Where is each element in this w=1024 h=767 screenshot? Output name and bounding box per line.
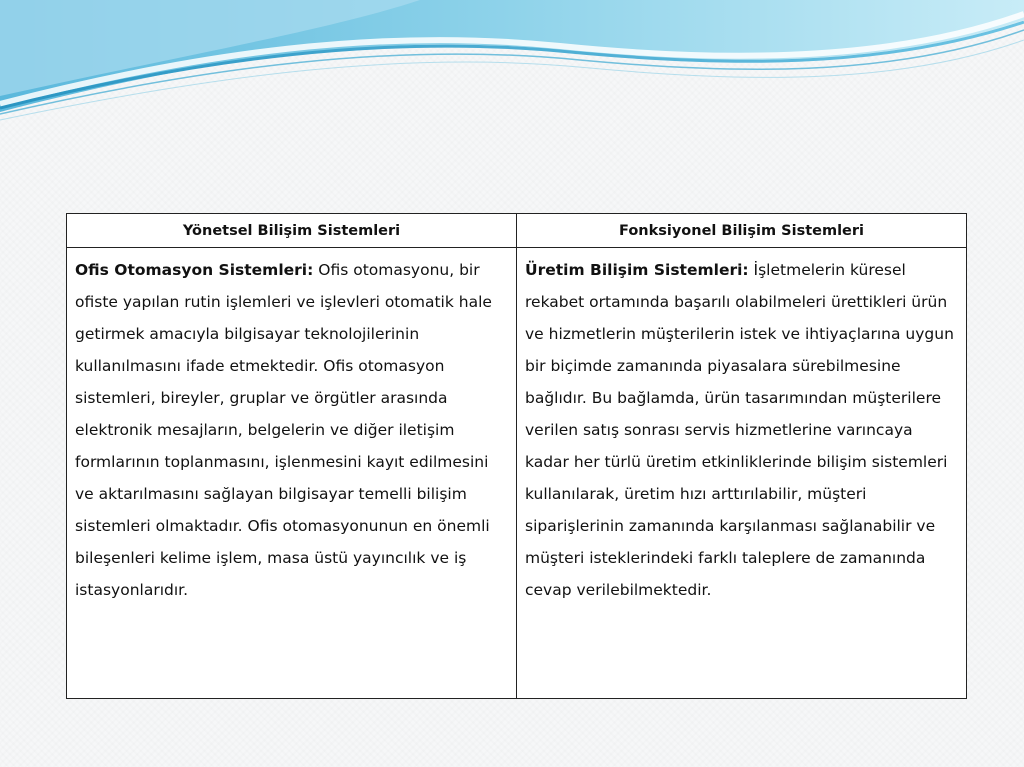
cell-heading: Üretim Bilişim Sistemleri:: [525, 261, 749, 279]
cell-heading: Ofis Otomasyon Sistemleri:: [75, 261, 314, 279]
comparison-table: [66, 213, 967, 699]
header-yonetsel: Yönetsel Bilişim Sistemleri: [67, 214, 517, 248]
table-header-row: [67, 214, 967, 248]
header-fonksiyonel: Fonksiyonel Bilişim Sistemleri: [517, 214, 967, 248]
cell-ofis-otomasyon: [67, 248, 517, 699]
cell-body: Ofis otomasyonu, bir ofiste yapılan rutin işlemleri ve işlevleri otomatik hale getirmek amacıyla bilgisayar teknolojilerinin kullanılmasını ifade etmektedir. Ofis otomasyon sistemleri, bireyler, gruplar ve örgütler arasında elektronik mesajların, belgelerin ve diğer iletişim formlarının toplanmasını, işlenmesini kayıt edilmesini ve aktarılmasını sağlayan bilgisayar temelli bilişim sistemleri olmaktadır. Ofis otomasyonunun en önemli bileşenleri kelime işlem, masa üstü yayıncılık ve iş istasyonlarıdır.: [75, 261, 492, 599]
decorative-wave: [0, 0, 1024, 130]
cell-body: İşletmelerin küresel rekabet ortamında başarılı olabilmeleri ürettikleri ürün ve hizmetlerin müşterilerin istek ve ihtiyaçlarına uygun bir biçimde zamanında piyasalara sürebilmesine bağlıdır. Bu bağlamda, ürün tasarımından müşterilere verilen satış sonrası servis hizmetlerine varıncaya kadar her türlü üretim etkinliklerinde bilişim sistemleri kullanılarak, üretim hızı arttırılabilir, müşteri siparişlerinin zamanında karşılanması sağlanabilir ve müşteri isteklerindeki farklı taleplere de zamanında cevap verilebilmektedir.: [525, 261, 954, 599]
cell-uretim: [517, 248, 967, 699]
table-row: [67, 248, 967, 699]
